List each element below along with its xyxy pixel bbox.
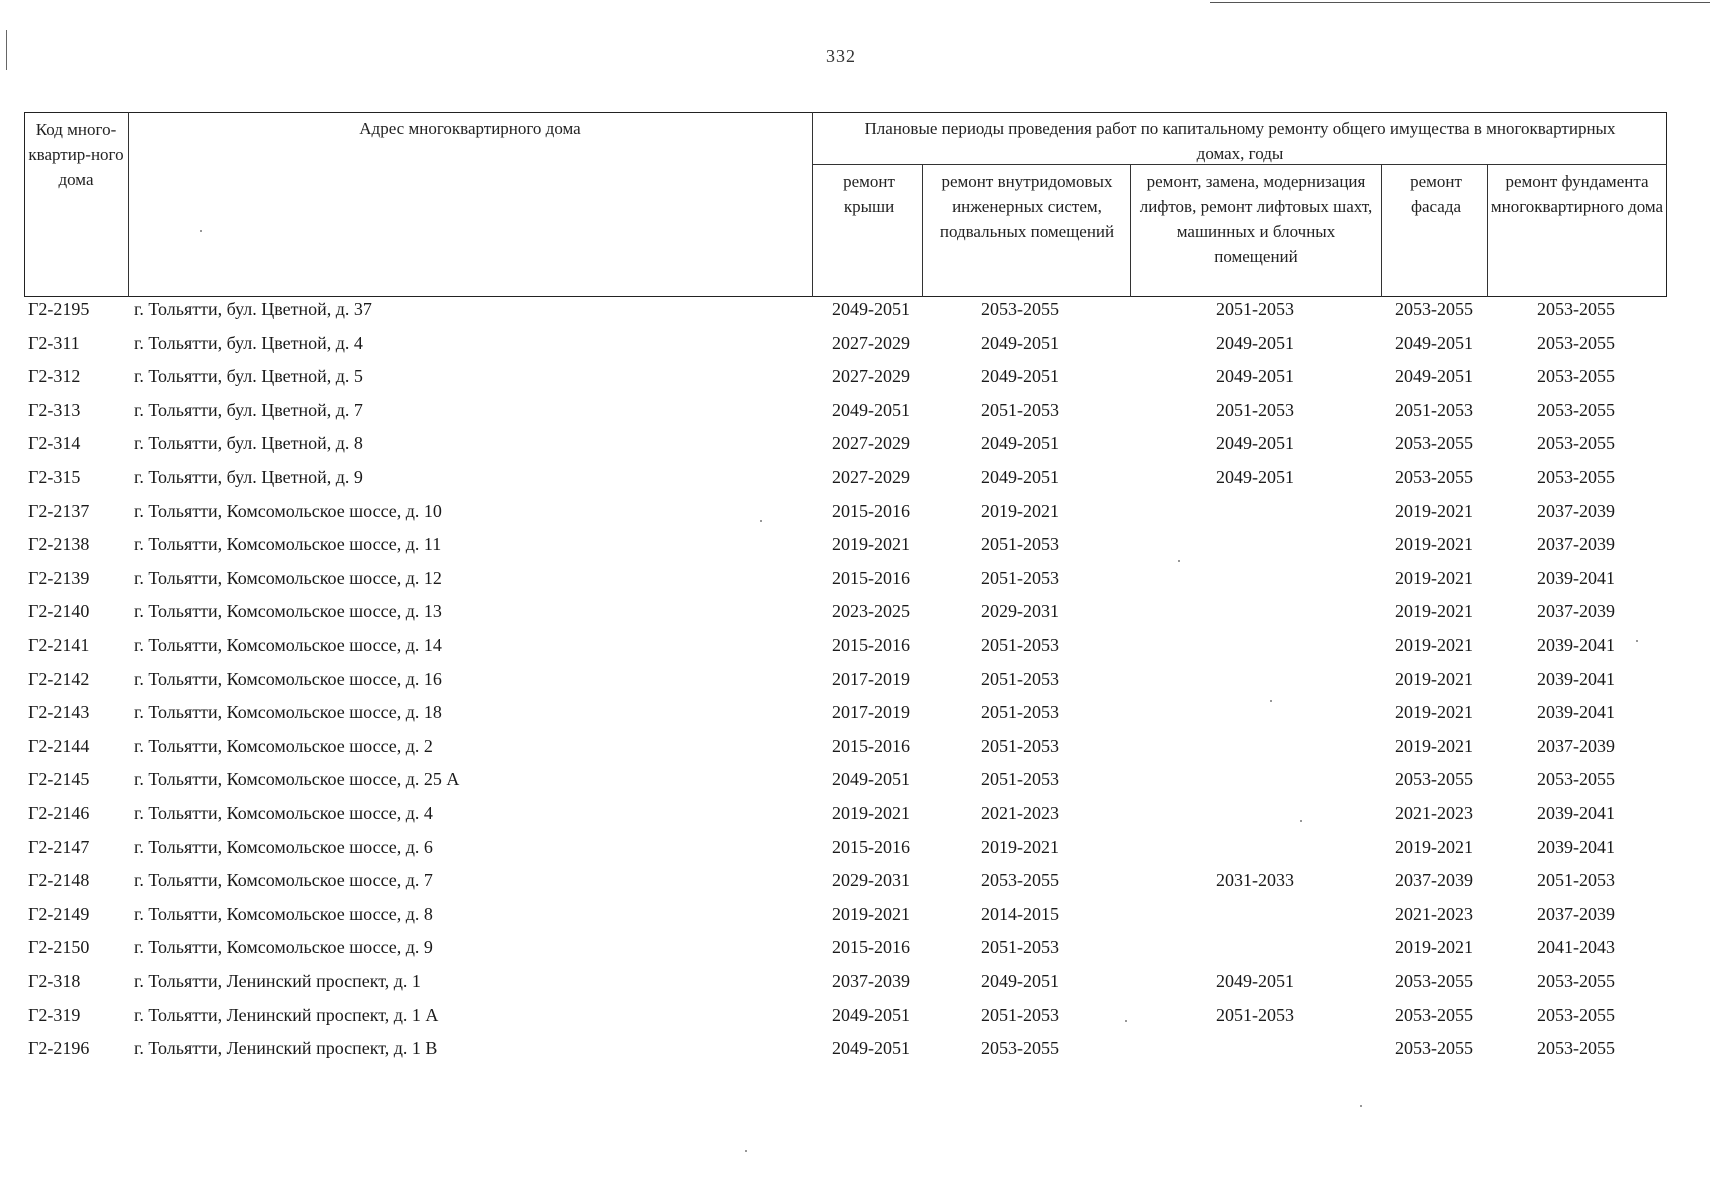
cell-facade: 2019-2021 [1395, 601, 1473, 621]
cell-lifts: 2049-2051 [1216, 433, 1294, 453]
table-row [0, 397, 1711, 431]
cell-engineering: 2053-2055 [981, 1038, 1059, 1058]
cell-facade: 2037-2039 [1395, 870, 1473, 890]
cell-code: Г2-319 [28, 1005, 81, 1025]
table-row [0, 430, 1711, 464]
cell-address: г. Тольятти, бул. Цветной, д. 5 [134, 366, 363, 386]
cell-foundation: 2053-2055 [1537, 467, 1615, 487]
table-row [0, 498, 1711, 532]
table-row [0, 330, 1711, 364]
cell-facade: 2053-2055 [1395, 1038, 1473, 1058]
cell-engineering: 2029-2031 [981, 601, 1059, 621]
cell-code: Г2-2137 [28, 501, 90, 521]
cell-engineering: 2053-2055 [981, 299, 1059, 319]
cell-facade: 2051-2053 [1395, 400, 1473, 420]
cell-roof: 2049-2051 [832, 1038, 910, 1058]
cell-address: г. Тольятти, Комсомольское шоссе, д. 10 [134, 501, 442, 521]
cell-roof: 2015-2016 [832, 736, 910, 756]
cell-roof: 2049-2051 [832, 1005, 910, 1025]
cell-code: Г2-313 [28, 400, 81, 420]
cell-address: г. Тольятти, Ленинский проспект, д. 1 [134, 971, 421, 991]
cell-code: Г2-2149 [28, 904, 90, 924]
table-row [0, 968, 1711, 1002]
cell-roof: 2037-2039 [832, 971, 910, 991]
scan-artifact-line [1210, 2, 1710, 3]
cell-roof: 2015-2016 [832, 837, 910, 857]
header-divider-code [128, 112, 129, 297]
table-row [0, 598, 1711, 632]
cell-lifts: 2049-2051 [1216, 333, 1294, 353]
cell-roof: 2027-2029 [832, 433, 910, 453]
cell-code: Г2-312 [28, 366, 81, 386]
cell-address: г. Тольятти, Комсомольское шоссе, д. 25 А [134, 769, 460, 789]
cell-address: г. Тольятти, Комсомольское шоссе, д. 9 [134, 937, 433, 957]
cell-facade: 2019-2021 [1395, 837, 1473, 857]
cell-lifts: 2051-2053 [1216, 1005, 1294, 1025]
cell-foundation: 2051-2053 [1537, 870, 1615, 890]
cell-address: г. Тольятти, Комсомольское шоссе, д. 14 [134, 635, 442, 655]
cell-address: г. Тольятти, Комсомольское шоссе, д. 4 [134, 803, 433, 823]
cell-address: г. Тольятти, Ленинский проспект, д. 1 А [134, 1005, 439, 1025]
cell-engineering: 2053-2055 [981, 870, 1059, 890]
cell-engineering: 2014-2015 [981, 904, 1059, 924]
cell-engineering: 2049-2051 [981, 467, 1059, 487]
cell-engineering: 2051-2053 [981, 937, 1059, 957]
cell-roof: 2027-2029 [832, 366, 910, 386]
cell-foundation: 2037-2039 [1537, 601, 1615, 621]
cell-engineering: 2049-2051 [981, 366, 1059, 386]
cell-roof: 2019-2021 [832, 534, 910, 554]
cell-lifts: 2049-2051 [1216, 971, 1294, 991]
cell-roof: 2017-2019 [832, 702, 910, 722]
cell-code: Г2-2145 [28, 769, 90, 789]
cell-address: г. Тольятти, бул. Цветной, д. 9 [134, 467, 363, 487]
table-row [0, 766, 1711, 800]
table-row [0, 531, 1711, 565]
cell-facade: 2053-2055 [1395, 299, 1473, 319]
cell-facade: 2019-2021 [1395, 736, 1473, 756]
cell-roof: 2027-2029 [832, 333, 910, 353]
cell-foundation: 2039-2041 [1537, 568, 1615, 588]
cell-facade: 2019-2021 [1395, 635, 1473, 655]
cell-foundation: 2037-2039 [1537, 736, 1615, 756]
cell-code: Г2-2139 [28, 568, 90, 588]
cell-engineering: 2051-2053 [981, 534, 1059, 554]
cell-address: г. Тольятти, Комсомольское шоссе, д. 13 [134, 601, 442, 621]
cell-facade: 2019-2021 [1395, 702, 1473, 722]
header-address: Адрес многоквартирного дома [359, 119, 581, 138]
cell-engineering: 2051-2053 [981, 769, 1059, 789]
cell-foundation: 2053-2055 [1537, 299, 1615, 319]
cell-engineering: 2021-2023 [981, 803, 1059, 823]
cell-foundation: 2039-2041 [1537, 803, 1615, 823]
cell-facade: 2019-2021 [1395, 501, 1473, 521]
table-row [0, 733, 1711, 767]
cell-roof: 2023-2025 [832, 601, 910, 621]
table-row [0, 699, 1711, 733]
cell-foundation: 2039-2041 [1537, 669, 1615, 689]
cell-facade: 2049-2051 [1395, 333, 1473, 353]
cell-facade: 2049-2051 [1395, 366, 1473, 386]
header-engineering: ремонт внутридомовых инженерных систем, подвальных помещений [939, 172, 1115, 241]
cell-foundation: 2039-2041 [1537, 702, 1615, 722]
header-divider-address [812, 112, 813, 297]
cell-address: г. Тольятти, Комсомольское шоссе, д. 11 [134, 534, 442, 554]
cell-address: г. Тольятти, Комсомольское шоссе, д. 6 [134, 837, 433, 857]
cell-engineering: 2049-2051 [981, 433, 1059, 453]
cell-facade: 2021-2023 [1395, 803, 1473, 823]
cell-engineering: 2049-2051 [981, 971, 1059, 991]
cell-code: Г2-2146 [28, 803, 90, 823]
cell-roof: 2019-2021 [832, 803, 910, 823]
cell-foundation: 2039-2041 [1537, 635, 1615, 655]
cell-engineering: 2051-2053 [981, 568, 1059, 588]
cell-facade: 2019-2021 [1395, 937, 1473, 957]
cell-address: г. Тольятти, бул. Цветной, д. 8 [134, 433, 363, 453]
table-row [0, 1002, 1711, 1036]
table-row [0, 800, 1711, 834]
header-divider-facade [1487, 164, 1488, 297]
cell-code: Г2-2142 [28, 669, 90, 689]
header-facade: ремонт фасада [1410, 172, 1462, 216]
header-divider-roof [922, 164, 923, 297]
table-row [0, 363, 1711, 397]
cell-foundation: 2041-2043 [1537, 937, 1615, 957]
cell-code: Г2-2196 [28, 1038, 90, 1058]
cell-facade: 2053-2055 [1395, 433, 1473, 453]
cell-foundation: 2037-2039 [1537, 501, 1615, 521]
cell-code: Г2-2141 [28, 635, 90, 655]
cell-roof: 2017-2019 [832, 669, 910, 689]
table-row [0, 565, 1711, 599]
cell-roof: 2029-2031 [832, 870, 910, 890]
cell-facade: 2053-2055 [1395, 769, 1473, 789]
cell-engineering: 2049-2051 [981, 333, 1059, 353]
cell-foundation: 2053-2055 [1537, 1038, 1615, 1058]
cell-code: Г2-315 [28, 467, 81, 487]
page-number: 332 [826, 46, 856, 66]
cell-code: Г2-2138 [28, 534, 90, 554]
table-row [0, 296, 1711, 330]
header-roof: ремонт крыши [843, 172, 895, 216]
cell-roof: 2015-2016 [832, 501, 910, 521]
cell-engineering: 2051-2053 [981, 669, 1059, 689]
cell-code: Г2-318 [28, 971, 81, 991]
cell-roof: 2019-2021 [832, 904, 910, 924]
cell-engineering: 2019-2021 [981, 501, 1059, 521]
cell-foundation: 2037-2039 [1537, 534, 1615, 554]
cell-code: Г2-2147 [28, 837, 90, 857]
table-row [0, 632, 1711, 666]
cell-address: г. Тольятти, Комсомольское шоссе, д. 2 [134, 736, 433, 756]
cell-roof: 2027-2029 [832, 467, 910, 487]
header-divider-eng [1130, 164, 1131, 297]
cell-code: Г2-2148 [28, 870, 90, 890]
cell-address: г. Тольятти, Ленинский проспект, д. 1 В [134, 1038, 438, 1058]
cell-engineering: 2051-2053 [981, 400, 1059, 420]
cell-foundation: 2053-2055 [1537, 769, 1615, 789]
table-row [0, 1035, 1711, 1069]
cell-code: Г2-2144 [28, 736, 90, 756]
cell-facade: 2053-2055 [1395, 1005, 1473, 1025]
cell-engineering: 2051-2053 [981, 736, 1059, 756]
cell-roof: 2015-2016 [832, 568, 910, 588]
cell-address: г. Тольятти, бул. Цветной, д. 4 [134, 333, 363, 353]
cell-lifts: 2031-2033 [1216, 870, 1294, 890]
table-row [0, 867, 1711, 901]
cell-code: Г2-2195 [28, 299, 90, 319]
cell-roof: 2049-2051 [832, 299, 910, 319]
scan-artifact-edge [6, 30, 7, 70]
cell-code: Г2-2150 [28, 937, 90, 957]
cell-foundation: 2053-2055 [1537, 1005, 1615, 1025]
table-row [0, 934, 1711, 968]
cell-roof: 2049-2051 [832, 769, 910, 789]
cell-roof: 2015-2016 [832, 635, 910, 655]
cell-facade: 2019-2021 [1395, 669, 1473, 689]
cell-facade: 2021-2023 [1395, 904, 1473, 924]
table-row [0, 666, 1711, 700]
header-divider-lift [1381, 164, 1382, 297]
table-row [0, 834, 1711, 868]
table-row [0, 901, 1711, 935]
header-lifts: ремонт, замена, модернизация лифтов, ремонт лифтовых шахт, машинных и блочных помещений [1139, 172, 1373, 266]
cell-engineering: 2051-2053 [981, 702, 1059, 722]
cell-address: г. Тольятти, Комсомольское шоссе, д. 7 [134, 870, 433, 890]
header-foundation: ремонт фундамента многоквартирного дома [1490, 172, 1664, 216]
cell-facade: 2019-2021 [1395, 568, 1473, 588]
cell-code: Г2-314 [28, 433, 81, 453]
cell-address: г. Тольятти, бул. Цветной, д. 7 [134, 400, 363, 420]
cell-address: г. Тольятти, Комсомольское шоссе, д. 12 [134, 568, 442, 588]
cell-foundation: 2053-2055 [1537, 971, 1615, 991]
cell-code: Г2-2140 [28, 601, 90, 621]
cell-code: Г2-2143 [28, 702, 90, 722]
cell-roof: 2015-2016 [832, 937, 910, 957]
cell-foundation: 2053-2055 [1537, 366, 1615, 386]
cell-lifts: 2051-2053 [1216, 299, 1294, 319]
cell-facade: 2053-2055 [1395, 971, 1473, 991]
cell-address: г. Тольятти, Комсомольское шоссе, д. 18 [134, 702, 442, 722]
cell-lifts: 2049-2051 [1216, 467, 1294, 487]
cell-engineering: 2051-2053 [981, 635, 1059, 655]
cell-lifts: 2051-2053 [1216, 400, 1294, 420]
cell-address: г. Тольятти, Комсомольское шоссе, д. 8 [134, 904, 433, 924]
cell-foundation: 2053-2055 [1537, 433, 1615, 453]
cell-engineering: 2019-2021 [981, 837, 1059, 857]
cell-facade: 2053-2055 [1395, 467, 1473, 487]
cell-code: Г2-311 [28, 333, 80, 353]
table-row [0, 464, 1711, 498]
header-code: Код много-квартир-ного дома [28, 120, 124, 189]
cell-foundation: 2039-2041 [1537, 837, 1615, 857]
cell-address: г. Тольятти, бул. Цветной, д. 37 [134, 299, 372, 319]
cell-foundation: 2053-2055 [1537, 400, 1615, 420]
cell-roof: 2049-2051 [832, 400, 910, 420]
cell-facade: 2019-2021 [1395, 534, 1473, 554]
cell-lifts: 2049-2051 [1216, 366, 1294, 386]
cell-foundation: 2053-2055 [1537, 333, 1615, 353]
cell-engineering: 2051-2053 [981, 1005, 1059, 1025]
cell-address: г. Тольятти, Комсомольское шоссе, д. 16 [134, 669, 442, 689]
header-periods: Плановые периоды проведения работ по капитальному ремонту общего имущества в многоквартирных домах, годы [864, 119, 1616, 163]
cell-foundation: 2037-2039 [1537, 904, 1615, 924]
